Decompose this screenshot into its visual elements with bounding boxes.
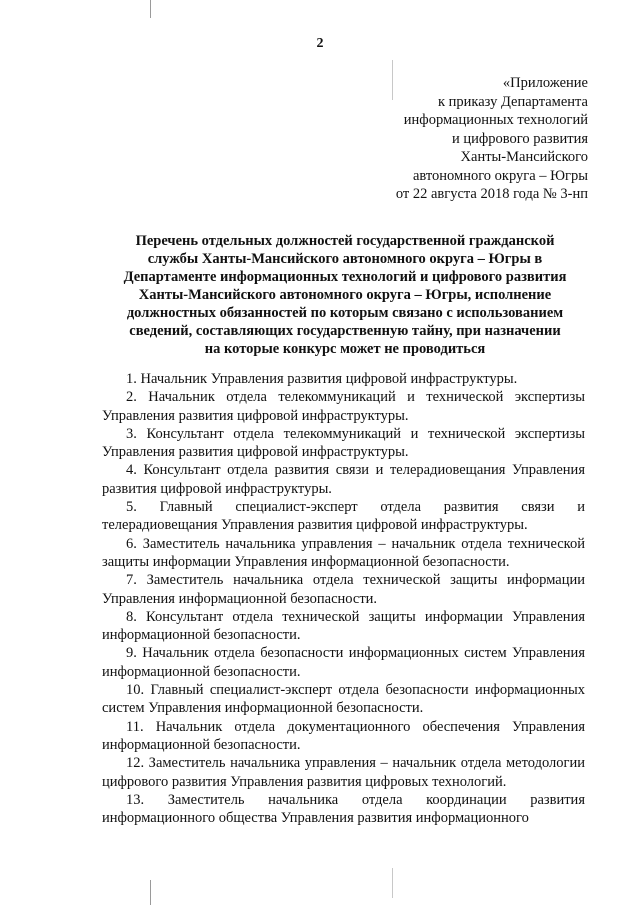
- title-line: сведений, составляющих государственную тайну, при назначении: [129, 323, 561, 339]
- appendix-line: к приказу Департамента: [437, 93, 588, 110]
- title-line: Ханты-Мансийского автономного округа – Югры, исполнение: [138, 287, 552, 303]
- scan-artifact-line: [392, 868, 393, 898]
- list-item: 8. Консультант отдела технической защиты информации Управления информационной безопасности.: [102, 608, 585, 644]
- list-item: 4. Консультант отдела развития связи и телерадиовещания Управления развития цифровой инфраструктуры.: [102, 462, 585, 497]
- list-item: 9. Начальник отдела безопасности информационных систем Управления информационной безопасности.: [102, 645, 585, 680]
- list-item: 7. Заместитель начальника отдела технической защиты информации Управления информационной безопасности.: [102, 572, 585, 607]
- list-item: 11. Начальник отдела документационного обеспечения Управления информационной безопасности.: [102, 718, 585, 753]
- title-line: должностных обязанностей по которым связано с использованием: [126, 305, 564, 321]
- list-item: 13. Заместитель начальника отдела координации развития информационного общества Управления развития информационного: [102, 791, 585, 827]
- list-item: 3. Консультант отдела телекоммуникаций и технической экспертизы Управления развития цифровой инфраструктуры.: [102, 425, 585, 461]
- appendix-line: от 22 августа 2018 года № 3-нп: [395, 186, 588, 202]
- scan-artifact-line: [392, 60, 393, 100]
- appendix-line: Ханты-Мансийского: [460, 149, 588, 165]
- title-line: на которые конкурс может не проводиться: [204, 341, 486, 357]
- page-number: 2: [316, 36, 324, 51]
- title-line: Перечень отдельных должностей государственной гражданской: [135, 233, 555, 249]
- scan-artifact-line: [150, 0, 151, 18]
- appendix-header: [396, 74, 588, 204]
- document-title: [96, 232, 594, 358]
- positions-list: [102, 370, 585, 827]
- appendix-line: и цифрового развития: [451, 130, 588, 147]
- title-line: Департаменте информационных технологий и цифрового развития: [123, 269, 567, 285]
- list-item: 5. Главный специалист-эксперт отдела развития связи и телерадиовещания Управления развития цифровой инфраструктуры.: [102, 499, 585, 534]
- appendix-line: информационных технологий: [403, 112, 588, 128]
- appendix-line: «Приложение: [502, 75, 588, 91]
- scan-artifact-line: [150, 880, 151, 905]
- appendix-line: автономного округа – Югры: [412, 167, 588, 184]
- title-line: службы Ханты-Мансийского автономного округа – Югры в: [147, 251, 543, 267]
- list-item: 1. Начальник Управления развития цифровой инфраструктуры.: [126, 371, 518, 387]
- list-item: 12. Заместитель начальника управления – начальник отдела методологии цифрового развития Управления развития цифровых технологий.: [102, 755, 585, 790]
- list-item: 10. Главный специалист-эксперт отдела безопасности информационных систем Управления информационной безопасности.: [102, 682, 585, 717]
- list-item: 2. Начальник отдела телекоммуникаций и технической экспертизы Управления развития цифровой инфраструктуры.: [102, 389, 585, 424]
- list-item: 6. Заместитель начальника управления – начальник отдела технической защиты информации Управления информационной безопасности.: [102, 535, 585, 570]
